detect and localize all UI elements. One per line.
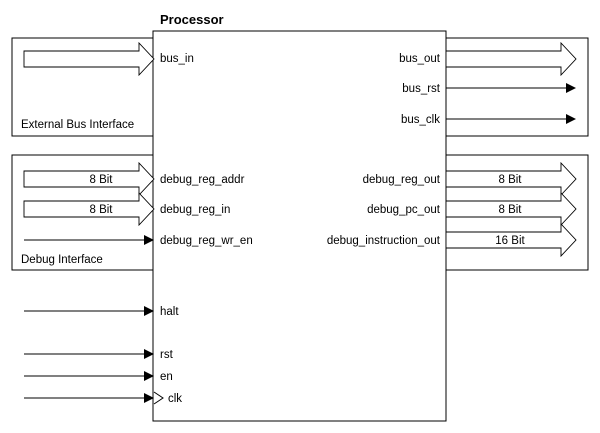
bus-rst-label: bus_rst bbox=[402, 83, 440, 95]
halt-label: halt bbox=[160, 306, 179, 318]
en-label: en bbox=[160, 371, 173, 383]
debug-reg-out-width: 8 Bit bbox=[498, 174, 522, 186]
debug-pc-out-label: debug_pc_out bbox=[367, 204, 440, 216]
debug-instruction-out-width: 16 Bit bbox=[495, 235, 525, 247]
external-bus-interface-label: External Bus Interface bbox=[21, 119, 135, 131]
clk-label: clk bbox=[168, 393, 183, 405]
rst-label: rst bbox=[160, 349, 173, 361]
debug-reg-addr-width: 8 Bit bbox=[89, 174, 113, 186]
debug-reg-out-label: debug_reg_out bbox=[362, 174, 440, 186]
debug-pc-out-width: 8 Bit bbox=[498, 204, 522, 216]
debug-reg-addr-label: debug_reg_addr bbox=[160, 174, 245, 186]
bus-clk-arrowhead bbox=[566, 114, 576, 124]
bus-out-label: bus_out bbox=[399, 53, 440, 65]
bus-rst-arrowhead bbox=[566, 83, 576, 93]
debug-instruction-out-label: debug_instruction_out bbox=[326, 235, 440, 247]
debug-reg-in-width: 8 Bit bbox=[89, 204, 113, 216]
bus-in-arrow bbox=[24, 43, 154, 75]
bus-in-label: bus_in bbox=[160, 53, 194, 65]
bus-out-arrow bbox=[446, 43, 576, 75]
debug-reg-in-label: debug_reg_in bbox=[160, 204, 231, 216]
debug-interface-label: Debug Interface bbox=[21, 254, 103, 266]
bus-clk-label: bus_clk bbox=[401, 114, 440, 126]
processor-title: Processor bbox=[160, 12, 224, 27]
debug-reg-wr-en-label: debug_reg_wr_en bbox=[160, 235, 253, 247]
